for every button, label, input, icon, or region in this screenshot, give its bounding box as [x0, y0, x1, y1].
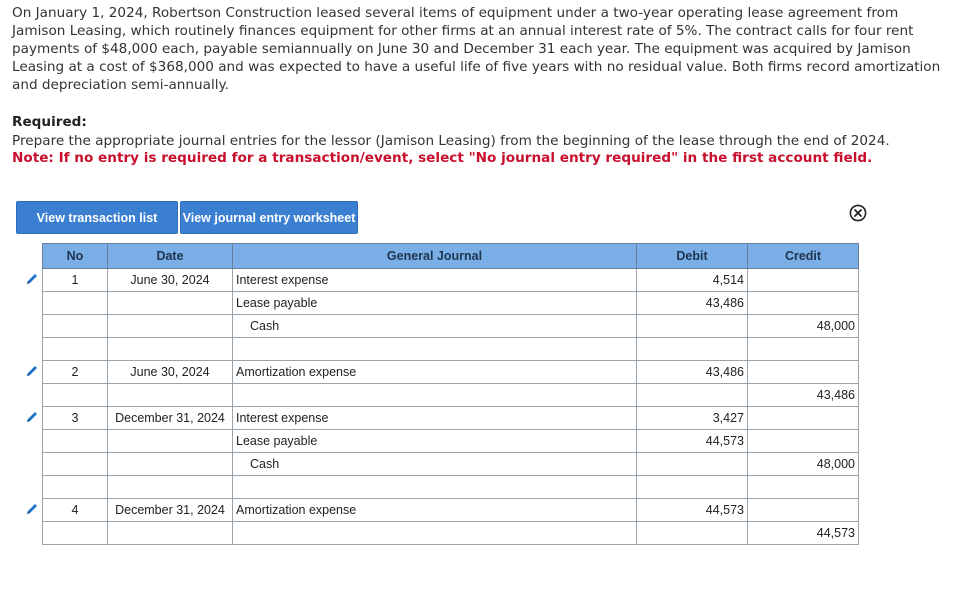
edit-entry-3-pencil-icon[interactable]	[24, 409, 40, 425]
cell-debit	[637, 476, 748, 499]
journal-table	[42, 243, 859, 545]
cell-credit	[748, 430, 859, 453]
cell-debit: 44,573	[637, 499, 748, 522]
journal-header-row	[43, 244, 859, 269]
header-no: No	[43, 244, 108, 269]
table-row	[43, 453, 859, 476]
cell-date: June 30, 2024	[108, 269, 233, 292]
cell-date	[108, 338, 233, 361]
table-row	[43, 522, 859, 545]
cell-account: Interest expense	[233, 407, 637, 430]
cell-credit	[748, 476, 859, 499]
cell-credit	[748, 407, 859, 430]
cell-debit	[637, 338, 748, 361]
table-row	[43, 338, 859, 361]
close-icon[interactable]	[849, 204, 867, 222]
table-row	[43, 315, 859, 338]
cell-no	[43, 522, 108, 545]
cell-account	[233, 384, 637, 407]
cell-credit: 43,486	[748, 384, 859, 407]
cell-credit	[748, 269, 859, 292]
problem-statement: On January 1, 2024, Robertson Construction leased several items of equipment under a two-year operating lease agreement from Jamison Leasing, which routinely finances equipment for other firms at an annual interest rate of 5%. The contract calls for four rent payments of $48,000 each, payable semiannually on June 30 and December 31 each year. The equipment was acquired by Jamison Leasing at a cost of $368,000 and was expected to have a useful life of five years with no residual value. Both firms record amortization and depreciation semi-annually.	[12, 5, 941, 93]
cell-no	[43, 453, 108, 476]
header-general-journal: General Journal	[233, 244, 637, 269]
table-row	[43, 407, 859, 430]
cell-credit	[748, 361, 859, 384]
required-heading: Required:	[12, 114, 87, 130]
table-row	[43, 499, 859, 522]
cell-date	[108, 476, 233, 499]
cell-credit	[748, 338, 859, 361]
header-date: Date	[108, 244, 233, 269]
cell-account: Cash	[233, 453, 637, 476]
cell-debit	[637, 384, 748, 407]
cell-no	[43, 384, 108, 407]
cell-account: Lease payable	[233, 292, 637, 315]
cell-account	[233, 476, 637, 499]
cell-debit	[637, 453, 748, 476]
edit-entry-1-pencil-icon[interactable]	[24, 271, 40, 287]
cell-no	[43, 430, 108, 453]
cell-account	[233, 338, 637, 361]
header-debit: Debit	[637, 244, 748, 269]
header-credit: Credit	[748, 244, 859, 269]
cell-account: Interest expense	[233, 269, 637, 292]
table-row	[43, 361, 859, 384]
cell-debit: 3,427	[637, 407, 748, 430]
cell-debit: 44,573	[637, 430, 748, 453]
edit-entry-2-pencil-icon[interactable]	[24, 363, 40, 379]
cell-no	[43, 315, 108, 338]
cell-credit	[748, 499, 859, 522]
cell-account: Lease payable	[233, 430, 637, 453]
cell-no: 2	[43, 361, 108, 384]
cell-date	[108, 430, 233, 453]
cell-date: December 31, 2024	[108, 407, 233, 430]
required-instructions: Prepare the appropriate journal entries for the lessor (Jamison Leasing) from the beginning of the lease through the end of 2024.	[12, 133, 890, 149]
table-row	[43, 384, 859, 407]
edit-entry-4-pencil-icon[interactable]	[24, 501, 40, 517]
view-journal-entry-worksheet-button[interactable]: View journal entry worksheet	[180, 201, 358, 234]
cell-account	[233, 522, 637, 545]
cell-debit	[637, 522, 748, 545]
cell-account: Amortization expense	[233, 499, 637, 522]
cell-date	[108, 292, 233, 315]
cell-debit: 4,514	[637, 269, 748, 292]
table-row	[43, 476, 859, 499]
table-row	[43, 292, 859, 315]
cell-account: Amortization expense	[233, 361, 637, 384]
cell-date: June 30, 2024	[108, 361, 233, 384]
cell-debit: 43,486	[637, 292, 748, 315]
cell-no: 3	[43, 407, 108, 430]
cell-no	[43, 338, 108, 361]
cell-credit	[748, 292, 859, 315]
cell-credit: 48,000	[748, 315, 859, 338]
cell-debit: 43,486	[637, 361, 748, 384]
view-transaction-list-button[interactable]: View transaction list	[16, 201, 178, 234]
cell-no	[43, 292, 108, 315]
cell-date	[108, 384, 233, 407]
cell-date	[108, 453, 233, 476]
cell-debit	[637, 315, 748, 338]
cell-date	[108, 522, 233, 545]
required-note: Note: If no entry is required for a transaction/event, select "No journal entry required" in the first account field.	[12, 150, 873, 166]
cell-account: Cash	[233, 315, 637, 338]
cell-credit: 48,000	[748, 453, 859, 476]
cell-no	[43, 476, 108, 499]
cell-date	[108, 315, 233, 338]
cell-date: December 31, 2024	[108, 499, 233, 522]
table-row	[43, 430, 859, 453]
cell-credit: 44,573	[748, 522, 859, 545]
table-row	[43, 269, 859, 292]
cell-no: 4	[43, 499, 108, 522]
cell-no: 1	[43, 269, 108, 292]
